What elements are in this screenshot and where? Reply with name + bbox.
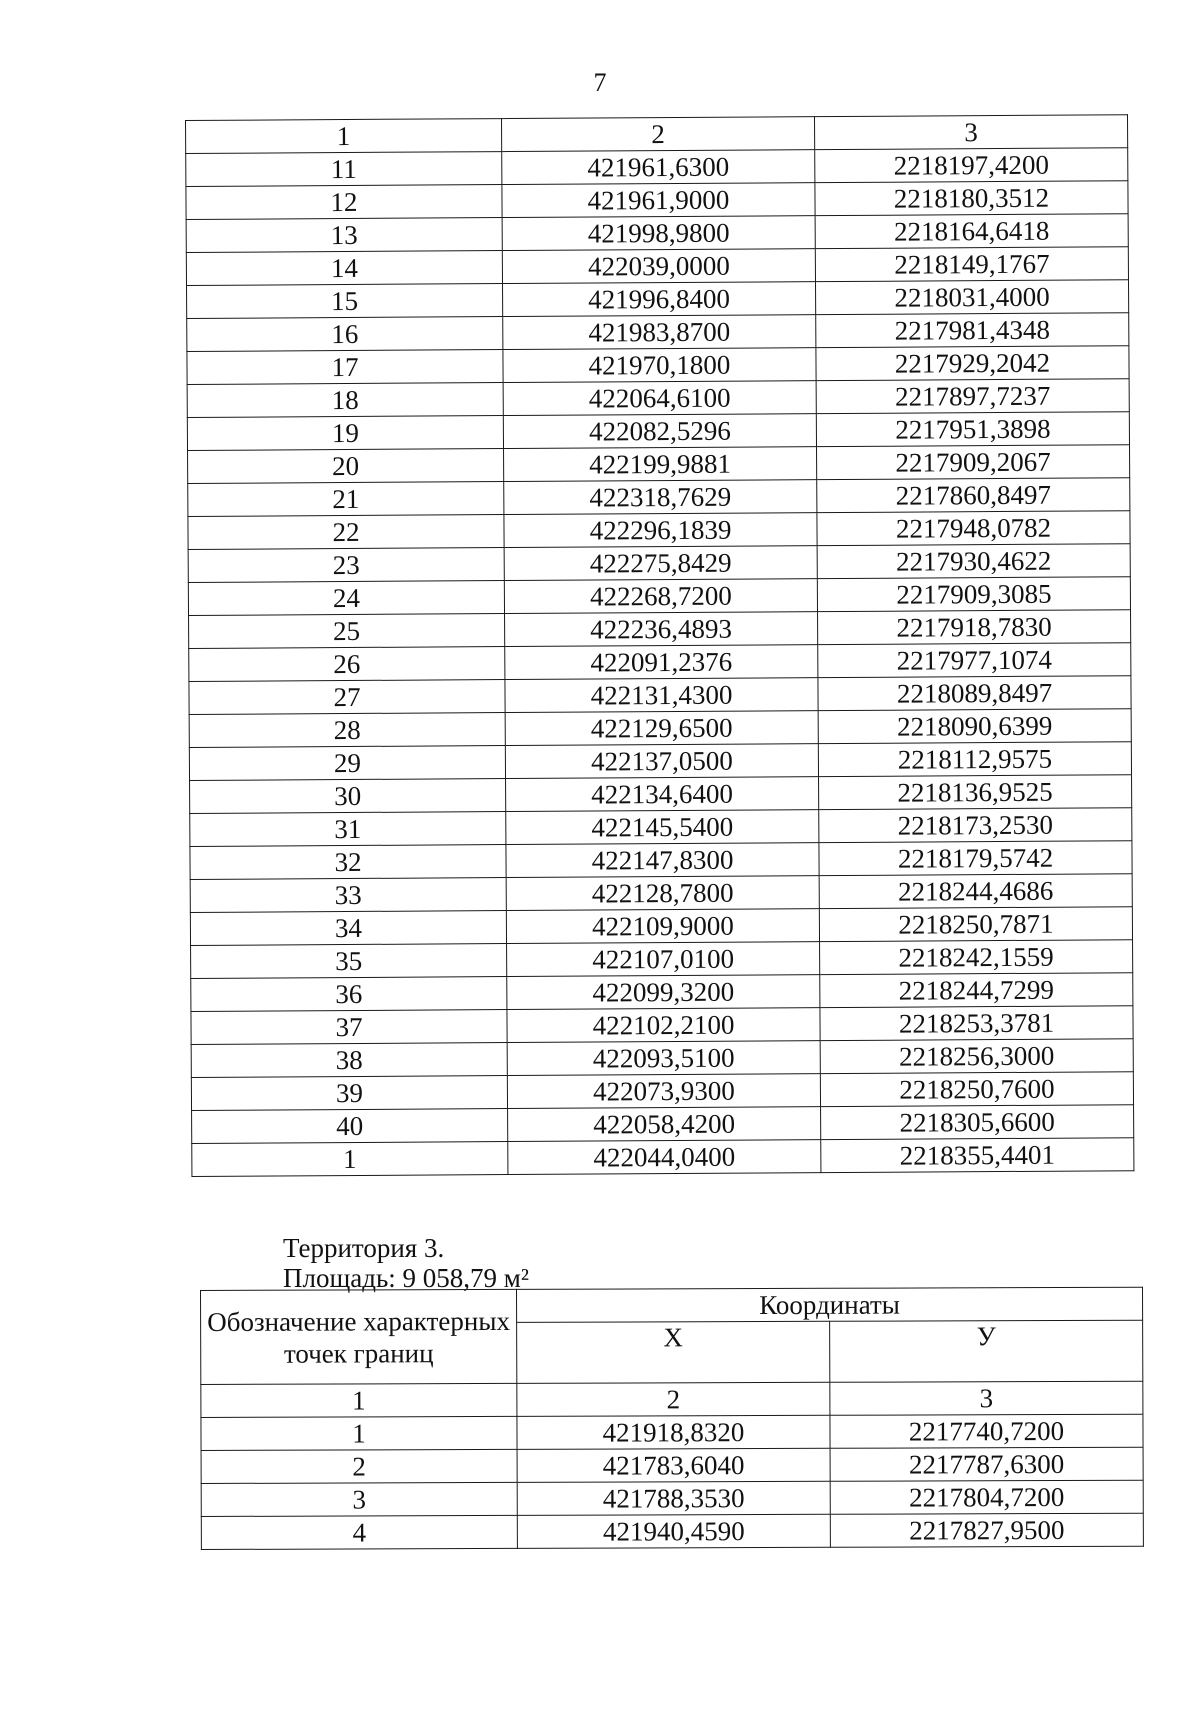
x-coordinate: 421983,8700 [503,315,816,350]
y-coordinate: 2218244,4686 [819,874,1132,909]
y-coordinate: 2217918,7830 [818,610,1131,645]
x-coordinate: 421961,6300 [502,150,815,185]
x-coordinate: 422073,9300 [507,1074,820,1109]
x-coordinate: 422134,6400 [506,777,819,812]
y-coordinate: 2217977,1074 [818,643,1131,678]
point-number: 33 [190,878,506,913]
column-number-2: 2 [517,1382,830,1416]
y-coordinate: 2217740,7200 [830,1414,1143,1448]
point-number: 3 [201,1482,517,1516]
x-coordinate: 422044,0400 [508,1140,821,1175]
point-number: 11 [186,152,502,187]
point-number: 1 [201,1416,517,1450]
x-coordinate: 422199,9881 [504,447,817,482]
x-coordinate: 422145,5400 [506,810,819,845]
x-coordinate: 421961,9000 [502,183,815,218]
coordinates-header: Координаты [516,1287,1142,1322]
y-coordinate: 2217930,4622 [817,544,1130,579]
point-number: 23 [188,548,504,583]
territory-area: Площадь: 9 058,79 м² [283,1263,529,1293]
y-coordinate: 2218164,6418 [815,214,1128,249]
point-number: 1 [192,1142,508,1177]
point-number: 14 [186,251,502,286]
y-coordinate: 2217909,2067 [817,445,1130,480]
y-coordinate: 2217948,0782 [817,511,1130,546]
x-coordinate: 422147,8300 [506,843,819,878]
x-coordinate: 422099,3200 [507,975,820,1010]
y-coordinate: 2217787,6300 [830,1447,1143,1481]
y-coordinate: 2218090,6399 [818,709,1131,744]
x-coordinate: 422107,0100 [507,942,820,977]
point-number: 29 [189,746,505,781]
point-number: 12 [186,185,502,220]
y-coordinate: 2218180,3512 [815,181,1128,216]
x-header: Х [517,1321,830,1383]
point-number: 27 [189,680,505,715]
y-coordinate: 2218242,1559 [820,940,1133,975]
x-coordinate: 421970,1800 [503,348,816,383]
point-number: 25 [189,614,505,649]
point-number: 31 [190,812,506,847]
y-coordinate: 2218256,3000 [820,1039,1133,1074]
x-coordinate: 422093,5100 [507,1041,820,1076]
x-coordinate: 422275,8429 [504,546,817,581]
point-number: 26 [189,647,505,682]
y-coordinate: 2217804,7200 [830,1480,1143,1514]
x-coordinate: 422039,0000 [502,249,815,284]
y-coordinate: 2217909,3085 [817,577,1130,612]
column-number-3: 3 [830,1381,1143,1415]
x-coordinate: 421998,9800 [502,216,815,251]
y-coordinate: 2218179,5742 [819,841,1132,876]
y-coordinate: 2218136,9525 [819,775,1132,810]
coordinates-table-continued [185,114,1134,1177]
y-coordinate: 2218355,4401 [821,1138,1134,1173]
y-coordinate: 2218089,8497 [818,676,1131,711]
y-coordinate: 2218031,4000 [815,280,1128,315]
point-number: 18 [187,383,503,418]
y-coordinate: 2218173,2530 [819,808,1132,843]
table-body [201,1287,1144,1549]
x-coordinate: 421996,8400 [503,282,816,317]
point-number: 38 [191,1043,507,1078]
point-number: 36 [191,977,507,1012]
point-number: 30 [190,779,506,814]
x-coordinate: 421940,4590 [517,1514,830,1548]
point-number: 17 [187,350,503,385]
y-header: У [830,1320,1143,1382]
point-number: 19 [187,416,503,451]
point-number: 2 [201,1449,517,1483]
x-coordinate: 422318,7629 [504,480,817,515]
point-number: 21 [188,482,504,517]
column-number-1: 1 [201,1383,517,1417]
point-number: 40 [192,1109,508,1144]
designation-header: Обозначение характерных точек границ [201,1289,517,1384]
point-number: 22 [188,515,504,550]
x-coordinate: 422137,0500 [505,744,818,779]
y-coordinate: 2217929,2042 [816,346,1129,381]
y-coordinate: 2218149,1767 [815,247,1128,282]
table-row [201,1480,1143,1516]
point-number: 39 [191,1076,507,1111]
x-coordinate: 421788,3530 [517,1481,830,1515]
x-coordinate: 422064,6100 [503,381,816,416]
point-number: 28 [189,713,505,748]
territory-3-coordinates-table [200,1287,1144,1550]
x-coordinate: 422268,7200 [504,579,817,614]
y-coordinate: 2218197,4200 [815,148,1128,183]
y-coordinate: 2218112,9575 [818,742,1131,777]
point-number: 20 [188,449,504,484]
column-number-2: 2 [501,117,814,152]
y-coordinate: 2218253,3781 [820,1006,1133,1041]
table-row [201,1414,1143,1450]
point-number: 32 [190,845,506,880]
x-coordinate: 422058,4200 [508,1107,821,1142]
column-number-3: 3 [814,115,1127,150]
y-coordinate: 2218305,6600 [821,1105,1134,1140]
y-coordinate: 2218244,7299 [820,973,1133,1008]
point-number: 34 [190,911,506,946]
x-coordinate: 422236,4893 [505,612,818,647]
y-coordinate: 2218250,7600 [820,1072,1133,1107]
point-number: 15 [187,284,503,319]
y-coordinate: 2217897,7237 [816,379,1129,414]
x-coordinate: 422128,7800 [506,876,819,911]
x-coordinate: 422091,2376 [505,645,818,680]
point-number: 4 [201,1515,517,1549]
x-coordinate: 422082,5296 [503,414,816,449]
x-coordinate: 422129,6500 [505,711,818,746]
table-row [201,1447,1143,1483]
header-row [201,1287,1143,1323]
territory-title: Территория 3. [283,1233,445,1263]
y-coordinate: 2217951,3898 [816,412,1129,447]
point-number: 16 [187,317,503,352]
x-coordinate: 422296,1839 [504,513,817,548]
x-coordinate: 421783,6040 [517,1448,830,1482]
x-coordinate: 422109,9000 [506,909,819,944]
point-number: 37 [191,1010,507,1045]
y-coordinate: 2217981,4348 [816,313,1129,348]
y-coordinate: 2218250,7871 [819,907,1132,942]
column-number-row [201,1381,1143,1417]
point-number: 13 [186,218,502,253]
y-coordinate: 2217860,8497 [817,478,1130,513]
column-number-1: 1 [186,119,502,154]
point-number: 24 [188,581,504,616]
x-coordinate: 422131,4300 [505,678,818,713]
x-coordinate: 422102,2100 [507,1008,820,1043]
table-body [186,115,1134,1177]
table-row [201,1513,1143,1549]
table-row [192,1138,1134,1177]
x-coordinate: 421918,8320 [517,1415,830,1449]
page-number: 7 [593,68,607,97]
point-number: 35 [191,944,507,979]
y-coordinate: 2217827,9500 [830,1513,1143,1547]
